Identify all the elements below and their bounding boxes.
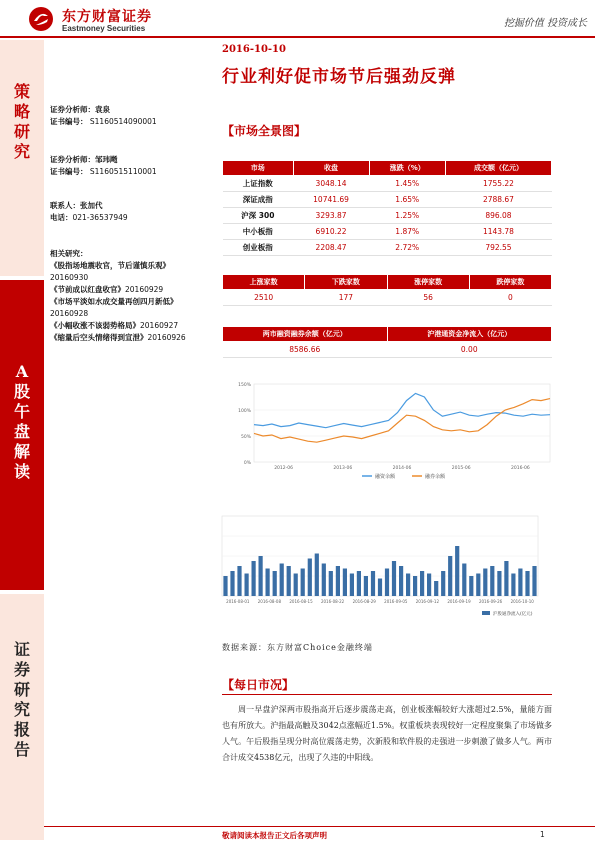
header-slogan: 挖掘价值 投资成长 (503, 18, 587, 29)
section-market-overview: 【市场全景图】 (222, 124, 307, 138)
x-tick-label: 2013-06 (333, 466, 353, 471)
related-item-title[interactable]: 《市场平淡如水成交量再创四月新低》 (50, 297, 178, 306)
index-name: 创业板指 (223, 240, 294, 256)
bar (230, 571, 234, 596)
related-item-title[interactable]: 《缩量后空头情绪得到宣泄》 (50, 333, 148, 342)
table-row (223, 342, 552, 358)
bar (490, 566, 494, 596)
bar (511, 574, 515, 597)
x-tick-label: 2016-08-22 (320, 599, 345, 604)
bar (245, 574, 249, 597)
related-item-title[interactable]: 《节前成以红盘收官》 (50, 285, 125, 294)
header-divider (0, 36, 595, 38)
contact-name: 张加代 (80, 201, 103, 210)
contact-label: 联系人： (50, 201, 80, 210)
related-item-title[interactable]: 《股指场地震收官，节后谨慎乐观》 (50, 261, 170, 270)
bar (308, 559, 312, 597)
bar (287, 566, 291, 596)
brand-logo (28, 4, 188, 34)
bar (294, 574, 298, 597)
related-item-date: 20160929 (125, 285, 164, 294)
index-name: 中小板指 (223, 224, 294, 240)
bar (469, 576, 473, 596)
column-header: 市场 (223, 161, 294, 176)
bar (280, 564, 284, 597)
index-change: 2.72% (369, 240, 445, 256)
analyst-role-label: 证券分析师： (50, 105, 95, 114)
data-source: 数据来源：东方财富Choice金融终端 (222, 643, 373, 652)
index-close: 10741.69 (293, 192, 369, 208)
x-tick-label: 2016-08-15 (289, 599, 313, 604)
table-row (223, 240, 552, 256)
index-change: 1.65% (369, 192, 445, 208)
bar (455, 546, 459, 596)
index-name: 上证指数 (223, 176, 294, 192)
analyst-name: 袁泉 (95, 105, 110, 114)
x-tick-label: 2016-08-08 (257, 599, 282, 604)
brand-name-en: Eastmoney Securities (62, 24, 146, 33)
table-row (223, 176, 552, 192)
index-close: 3293.87 (293, 208, 369, 224)
bar (483, 569, 487, 597)
daily-commentary: 周一早盘沪深两市股指高开后逐步震荡走高，创业板涨幅较好大涨超过2.5%，量能方面也有所放大。沪指最高触及3042点涨幅近1.5%。权重板块表现较好一定程度聚集了市场做多人气。午后股指呈现分时高位震荡走势，次新股和软件股的走强进一步刺激了做多人气。两市合计成交4538亿元，出现了久违的中阳线。 (222, 705, 552, 762)
footer-divider (44, 826, 595, 827)
analyst-2 (50, 154, 157, 178)
x-tick-label: 2016-09-12 (415, 599, 440, 604)
x-tick-label: 2012-06 (274, 466, 294, 471)
y-tick-label: 50% (240, 435, 251, 440)
index-close: 2208.47 (293, 240, 369, 256)
contact-info (50, 200, 128, 224)
phone-number: 021-36537949 (72, 213, 128, 222)
bar (259, 556, 263, 596)
x-tick-label: 2015-06 (451, 466, 471, 471)
brand-name-cn: 东方财富证券 (62, 9, 152, 25)
bar (336, 566, 340, 596)
bar (518, 569, 522, 597)
x-tick-label: 2016-09-05 (384, 599, 408, 604)
bar (406, 574, 410, 597)
related-item-title[interactable]: 《小幅收涨不该弱势格局》 (50, 321, 140, 330)
x-tick-label: 2016-08-29 (352, 599, 376, 604)
table-row (223, 224, 552, 240)
margin-line-chart (232, 378, 558, 482)
bar (357, 571, 361, 596)
index-turnover: 792.55 (445, 240, 551, 256)
northbound-bar-chart (214, 512, 544, 624)
column-header: 上涨家数 (223, 275, 305, 290)
index-table (222, 160, 552, 256)
bar (427, 574, 431, 597)
bar (252, 561, 256, 596)
index-turnover: 1143.78 (445, 224, 551, 240)
related-research-title: 相关研究： (50, 249, 88, 258)
cert-number: S1160514090001 (89, 117, 157, 126)
cert-number: S1160515110001 (89, 167, 157, 176)
phone-label: 电话： (50, 213, 73, 222)
index-close: 6910.22 (293, 224, 369, 240)
x-tick-label: 2016-08-01 (226, 599, 250, 604)
bar (237, 566, 241, 596)
cert-label: 证书编号： (50, 167, 88, 176)
bar (329, 571, 333, 596)
bar (315, 554, 319, 597)
page-header (0, 0, 595, 38)
x-tick-label: 2016-06 (510, 466, 530, 471)
report-title: 行业利好促市场节后强劲反弹 (222, 67, 456, 87)
connect-net-inflow: 0.00 (387, 342, 552, 358)
y-tick-label: 0% (243, 461, 251, 466)
bar (371, 571, 375, 596)
related-item-date: 20160928 (50, 309, 89, 318)
index-change: 1.45% (369, 176, 445, 192)
table-row (223, 208, 552, 224)
sidebar-report-class: 证 券 研 究 报 告 (13, 640, 30, 759)
bar (434, 581, 438, 596)
page-number: 1 (540, 830, 545, 839)
index-turnover: 2788.67 (445, 192, 551, 208)
table-header-row (223, 161, 552, 176)
bar (301, 569, 305, 597)
index-turnover: 896.08 (445, 208, 551, 224)
column-header: 成交额（亿元） (445, 161, 551, 176)
cert-label: 证书编号： (50, 117, 88, 126)
column-header: 下跌家数 (305, 275, 387, 290)
x-tick-label: 2014-06 (392, 466, 412, 471)
related-item-date: 20160927 (140, 321, 179, 330)
table-row (223, 192, 552, 208)
bar (504, 561, 508, 596)
bar (420, 571, 424, 596)
limit-up-count: 56 (387, 290, 469, 306)
bar (532, 566, 536, 596)
section-daily-market: 【每日市况】 (222, 678, 295, 692)
bar (385, 569, 389, 597)
bar (392, 561, 396, 596)
index-change: 1.25% (369, 208, 445, 224)
bar (273, 571, 277, 596)
bar (399, 566, 403, 596)
x-tick-label: 2016-09-19 (447, 599, 471, 604)
table-row (223, 290, 552, 306)
column-header: 沪港通资金净流入（亿元） (387, 327, 552, 342)
bar (497, 571, 501, 596)
x-tick-label: 2016-10-10 (510, 599, 534, 604)
legend-swatch (482, 611, 490, 615)
index-close: 3048.14 (293, 176, 369, 192)
bar (223, 576, 227, 596)
column-header: 收盘 (293, 161, 369, 176)
decliners-count: 177 (305, 290, 387, 306)
bar (462, 564, 466, 597)
legend-label: 融券余额 (425, 474, 446, 480)
bar (378, 579, 382, 597)
advancers-count: 2510 (223, 290, 305, 306)
column-header: 两市融资融券余额（亿元） (223, 327, 388, 342)
x-tick-label: 2016-09-26 (478, 599, 503, 604)
column-header: 跌停家数 (469, 275, 551, 290)
bar (343, 569, 347, 597)
column-header: 涨跌（%） (369, 161, 445, 176)
index-change: 1.87% (369, 224, 445, 240)
y-tick-label: 150% (238, 383, 251, 388)
bar (266, 569, 270, 597)
table-header-row (223, 275, 552, 290)
breadth-table (222, 274, 552, 306)
bar (350, 574, 354, 597)
bar (322, 564, 326, 597)
table-header-row (223, 327, 552, 342)
index-name: 沪深 300 (223, 208, 294, 224)
y-tick-label: 100% (238, 409, 251, 414)
bar (476, 574, 480, 597)
related-research-list (50, 260, 216, 344)
related-item-date: 20160930 (50, 273, 89, 282)
footer-disclaimer[interactable]: 敬请阅读本报告正文后各项声明 (222, 831, 327, 840)
sidebar-report-type: A 股 午 盘 解 读 (13, 362, 30, 481)
related-item-date: 20160926 (147, 333, 186, 342)
margin-balance: 8586.66 (223, 342, 388, 358)
bar (413, 576, 417, 596)
bar (441, 571, 445, 596)
index-turnover: 1755.22 (445, 176, 551, 192)
flow-table (222, 326, 552, 358)
sidebar-category: 策 略 研 究 (13, 82, 30, 161)
legend-label: 沪股通净流入(亿元) (493, 612, 533, 617)
index-name: 深证成指 (223, 192, 294, 208)
report-date: 2016-10-10 (222, 44, 286, 55)
analyst-name: 邹玮飏 (95, 155, 118, 164)
analyst-role-label: 证券分析师： (50, 155, 95, 164)
eastmoney-logo-icon (28, 6, 54, 32)
limit-down-count: 0 (469, 290, 551, 306)
legend-label: 融资余额 (375, 474, 396, 480)
bar (448, 556, 452, 596)
column-header: 涨停家数 (387, 275, 469, 290)
section-divider (222, 694, 552, 695)
bar (364, 576, 368, 596)
analyst-1 (50, 104, 157, 128)
bar (525, 571, 529, 596)
